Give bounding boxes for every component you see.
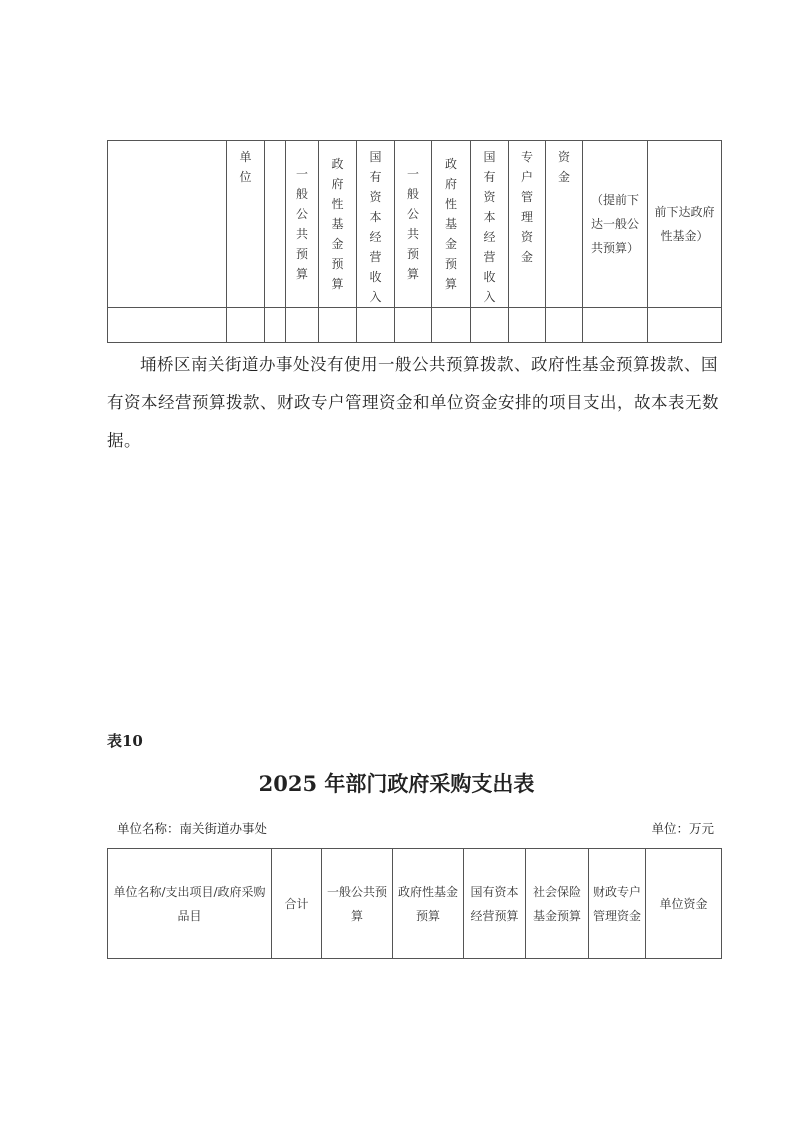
no-data-note: 埇桥区南关街道办事处没有使用一般公共预算拨款、政府性基金预算拨款、国有资本经营预算拨款、财政专户管理资金和单位资金安排的项目支出，故本表无数据。	[107, 355, 719, 450]
table-label: 表10	[107, 732, 143, 750]
table-header-cell: 合计	[271, 848, 322, 959]
page-title: 2025 年部门政府采购支出表	[258, 771, 535, 796]
table-empty-cell	[647, 307, 722, 343]
table-header-cell: 单位名称/支出项目/政府采购品目	[107, 848, 272, 959]
table-empty-cell	[431, 307, 471, 343]
table-empty-cell	[318, 307, 357, 343]
table-empty-cell	[226, 307, 265, 343]
unit-name: 单位名称：南关街道办事处	[117, 821, 268, 836]
table-header-cell: 政府性基金预算	[392, 848, 464, 959]
table-header-cell: 国有资本经营收入	[356, 140, 395, 308]
table-header-cell: 资金	[545, 140, 583, 308]
table-header-cell: 国有资本经营收入	[470, 140, 509, 308]
table-empty-cell	[107, 307, 227, 343]
table-empty-cell	[545, 307, 583, 343]
table-empty-cell	[470, 307, 509, 343]
table-header-cell: 专户管理资金	[508, 140, 546, 308]
table-header-cell: 前下达政府性基金）	[647, 140, 722, 308]
table-header-cell: 一般公共预算	[285, 140, 319, 308]
table-empty-cell	[582, 307, 648, 343]
table-empty-cell	[356, 307, 395, 343]
table-header-cell	[264, 140, 286, 308]
table-header-cell: 政府性基金预算	[318, 140, 357, 308]
table-header-cell	[107, 140, 227, 308]
table-header-cell: 单位	[226, 140, 265, 308]
table-header-cell: 社会保险基金预算	[525, 848, 589, 959]
table-empty-cell	[264, 307, 286, 343]
table-header-cell: 一般公共预算	[394, 140, 432, 308]
table-empty-cell	[508, 307, 546, 343]
table-header-cell: （提前下达一般公共预算）	[582, 140, 648, 308]
unit-label: 单位：万元	[651, 821, 714, 836]
table-header-cell: 财政专户管理资金	[588, 848, 646, 959]
table-header-cell: 单位资金	[645, 848, 722, 959]
table-empty-cell	[285, 307, 319, 343]
table-header-cell: 一般公共预算	[321, 848, 393, 959]
table-header-cell: 政府性基金预算	[431, 140, 471, 308]
table-header-cell: 国有资本经营预算	[463, 848, 526, 959]
table-empty-cell	[394, 307, 432, 343]
